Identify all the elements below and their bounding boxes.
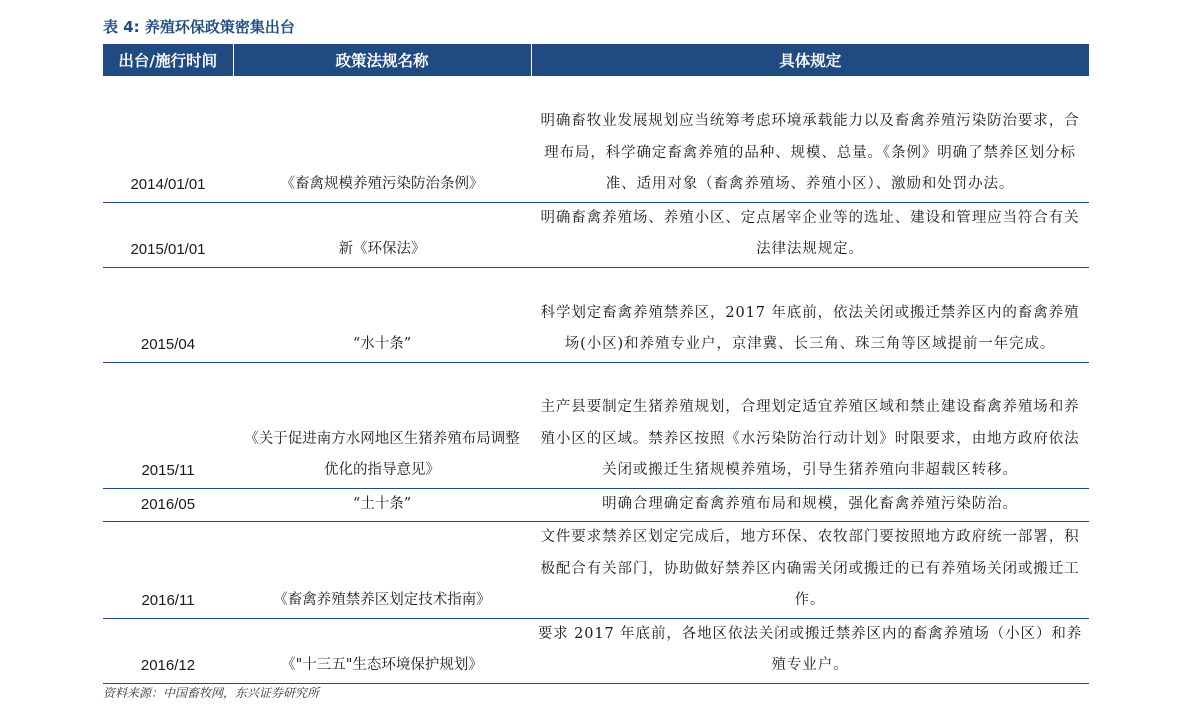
row-provisions: 主产县要制定生猪养殖规划，合理划定适宜养殖区域和禁止建设畜禽养殖场和养殖小区的区域。禁养区按照《水污染防治行动计划》时限要求，由地方政府依法关闭或搬迁生猪规模养殖场，引导生猪养殖向非超载区转移。 xyxy=(531,362,1089,488)
row-policy-name: 《畜禽养殖禁养区划定技术指南》 xyxy=(233,522,531,619)
row-policy-name: 《"十三五"生态环境保护规划》 xyxy=(233,618,531,683)
row-date: 2015/11 xyxy=(103,362,233,488)
row-provisions: 明确畜牧业发展规划应当统筹考虑环境承载能力以及畜禽养殖污染防治要求，合理布局，科学确定畜禽养殖的品种、规模、总量。《条例》明确了禁养区划分标准、适用对象（畜禽养殖场、养殖小区）、激励和处罚办法。 xyxy=(531,76,1089,202)
header-policy-name: 政策法规名称 xyxy=(233,44,531,76)
row-date: 2016/11 xyxy=(103,522,233,619)
table-row xyxy=(103,267,1089,362)
header-provisions: 具体规定 xyxy=(531,44,1089,76)
row-date: 2016/12 xyxy=(103,618,233,683)
table-row xyxy=(103,202,1089,267)
row-date: 2015/04 xyxy=(103,267,233,362)
table-header xyxy=(103,44,1089,76)
table-row xyxy=(103,488,1089,522)
row-provisions: 文件要求禁养区划定完成后，地方环保、农牧部门要按照地方政府统一部署，积极配合有关部门，协助做好禁养区内确需关闭或搬迁的已有养殖场关闭或搬迁工作。 xyxy=(531,522,1089,619)
row-policy-name: 新《环保法》 xyxy=(233,202,531,267)
row-provisions: 明确合理确定畜禽养殖布局和规模，强化畜禽养殖污染防治。 xyxy=(531,488,1089,522)
row-provisions: 科学划定畜禽养殖禁养区，2017 年底前，依法关闭或搬迁禁养区内的畜禽养殖场(小区)和养殖专业户，京津冀、长三角、珠三角等区域提前一年完成。 xyxy=(531,267,1089,362)
row-provisions: 明确畜禽养殖场、养殖小区、定点屠宰企业等的选址、建设和管理应当符合有关法律法规规定。 xyxy=(531,202,1089,267)
row-date: 2016/05 xyxy=(103,488,233,522)
header-row xyxy=(103,44,1089,76)
source-note: 资料来源：中国畜牧网，东兴证券研究所 xyxy=(103,686,320,700)
row-policy-name: “水十条” xyxy=(233,267,531,362)
policy-table xyxy=(103,44,1089,684)
table-row xyxy=(103,618,1089,683)
header-date: 出台/施行时间 xyxy=(103,44,233,76)
row-policy-name: 《关于促进南方水网地区生猪养殖布局调整优化的指导意见》 xyxy=(233,362,531,488)
row-provisions: 要求 2017 年底前，各地区依法关闭或搬迁禁养区内的畜禽养殖场（小区）和养殖专业户。 xyxy=(531,618,1089,683)
row-date: 2015/01/01 xyxy=(103,202,233,267)
table-title: 表 4: 养殖环保政策密集出台 xyxy=(103,18,295,36)
row-policy-name: “土十条” xyxy=(233,488,531,522)
table-body xyxy=(103,76,1089,683)
row-policy-name: 《畜禽规模养殖污染防治条例》 xyxy=(233,76,531,202)
table-row xyxy=(103,522,1089,619)
row-date: 2014/01/01 xyxy=(103,76,233,202)
table-row xyxy=(103,362,1089,488)
table-row xyxy=(103,76,1089,202)
